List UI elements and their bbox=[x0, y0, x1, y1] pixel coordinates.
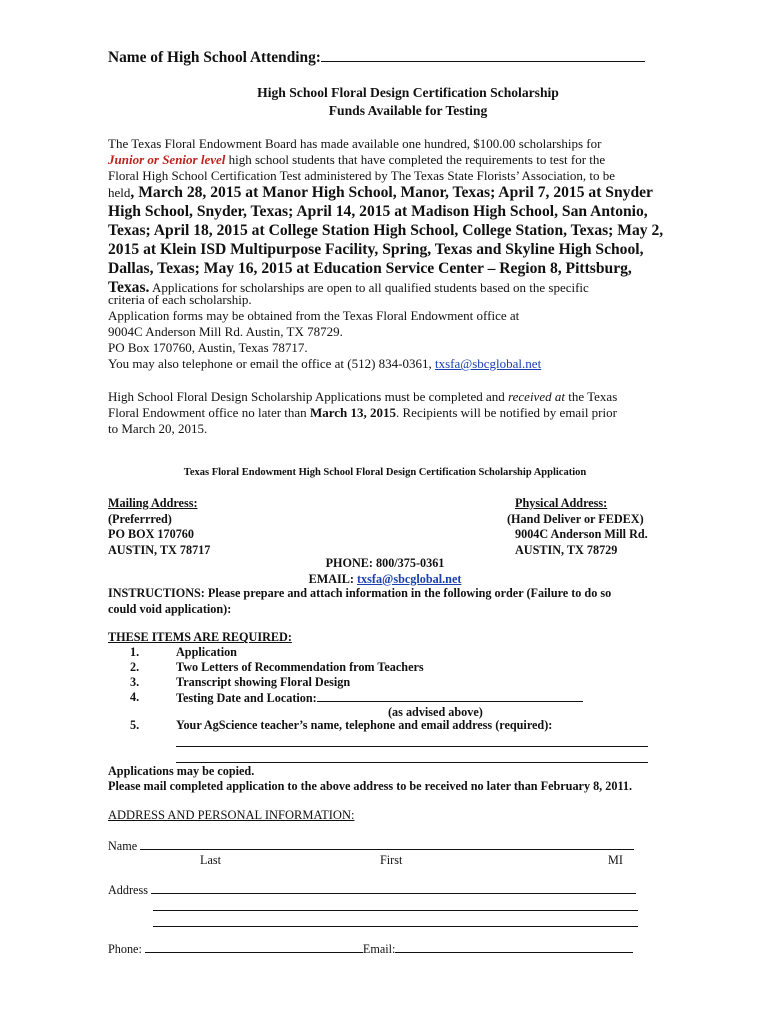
forms-line-2: 9004C Anderson Mill Rd. Austin, TX 78729. bbox=[108, 324, 343, 339]
copies-note: Applications may be copied. bbox=[108, 764, 255, 778]
address-label: Address bbox=[108, 883, 148, 897]
form-email-link[interactable]: txsfa@sbcglobal.net bbox=[356, 571, 462, 586]
item-num-5: 5. bbox=[130, 718, 140, 732]
dates-line-3: Texas; April 18, 2015 at College Station High School, College Station, Texas; May 2, bbox=[108, 222, 664, 239]
mail-note: Please mail completed application to the above address to be received no later than February 8, 2011. bbox=[108, 779, 633, 793]
testing-location-blank[interactable] bbox=[317, 690, 583, 702]
dates-line-2: High School, Snyder, Texas; April 14, 2015 at Madison High School, San Antonio, bbox=[108, 203, 648, 220]
intro-line-3: Floral High School Certification Test administered by The Texas State Florists’ Association, to be bbox=[108, 168, 616, 183]
item-num-3: 3. bbox=[130, 675, 140, 689]
contact-email-link[interactable]: txsfa@sbcglobal.net bbox=[434, 356, 542, 371]
phone-label: Phone: bbox=[108, 942, 142, 956]
first-label: First bbox=[380, 853, 403, 867]
title-line-1: High School Floral Design Certification Scholarship bbox=[257, 85, 559, 100]
physical-address: Physical Address: (Hand Deliver or FEDEX) 9004C Anderson Mill Rd. AUSTIN, TX 78729 bbox=[507, 496, 648, 557]
name-input[interactable] bbox=[140, 838, 634, 850]
email-label: Email: bbox=[362, 942, 396, 956]
testing-dates bbox=[108, 183, 668, 297]
document-title bbox=[108, 84, 708, 119]
item-text-4: Testing Date and Location: bbox=[176, 690, 583, 707]
intro-line-2: Junior or Senior level high school students that have completed the requirements to test for the bbox=[108, 152, 606, 167]
name-label: Name bbox=[108, 839, 138, 853]
mailing-address-heading: Mailing Address: bbox=[108, 496, 198, 510]
eligibility-line: criteria of each scholarship. bbox=[108, 292, 252, 307]
teacher-info-blank-1[interactable] bbox=[176, 735, 648, 747]
item-text-1: Application bbox=[176, 645, 237, 659]
address-input-3[interactable] bbox=[153, 915, 638, 927]
item-num-4: 4. bbox=[130, 690, 140, 704]
contact-block bbox=[108, 556, 662, 587]
dates-line-1: held, March 28, 2015 at Manor High School, Manor, Texas; April 7, 2015 at Snyder bbox=[108, 184, 653, 201]
advised-note: (as advised above) bbox=[388, 705, 483, 719]
deadline-line-3: to March 20, 2015. bbox=[108, 421, 208, 436]
physical-address-heading: Physical Address: bbox=[515, 496, 608, 510]
last-label: Last bbox=[200, 853, 221, 867]
dates-line-6: Texas. Applications for scholarships are open to all qualified students based on the specific bbox=[108, 279, 589, 296]
teacher-info-blank-2[interactable] bbox=[176, 751, 648, 763]
form-phone: PHONE: 800/375-0361 bbox=[325, 556, 445, 570]
mi-label: MI bbox=[608, 853, 623, 867]
form-email-line: EMAIL: txsfa@sbcglobal.net bbox=[308, 571, 462, 586]
dates-line-4: 2015 at Klein ISD Multipurpose Facility, Spring, Texas and Skyline High School, bbox=[108, 241, 644, 258]
item-text-3: Transcript showing Floral Design bbox=[176, 675, 351, 689]
item-num-1: 1. bbox=[130, 645, 140, 659]
item-text-5: Your AgScience teacher’s name, telephone and email address (required): bbox=[176, 718, 553, 732]
personal-info-heading: ADDRESS AND PERSONAL INFORMATION: bbox=[108, 808, 355, 822]
contact-line: You may also telephone or email the office at (512) 834-0361, txsfa@sbcglobal.net bbox=[108, 356, 542, 371]
address-input-2[interactable] bbox=[153, 899, 638, 911]
intro-line-1: The Texas Floral Endowment Board has made available one hundred, $100.00 scholarships for bbox=[108, 136, 602, 151]
instructions: INSTRUCTIONS: Please prepare and attach information in the following order (Failure to do so could void application): bbox=[108, 586, 612, 616]
deadline-paragraph bbox=[108, 389, 668, 437]
school-name-label: Name of High School Attending: bbox=[108, 49, 321, 66]
deadline-line-2: Floral Endowment office no later than March 13, 2015. Recipients will be notified by email prior bbox=[108, 405, 617, 420]
item-text-2: Two Letters of Recommendation from Teachers bbox=[176, 660, 424, 674]
school-name-blank[interactable] bbox=[321, 46, 645, 62]
item-num-2: 2. bbox=[130, 660, 140, 674]
dates-line-5: Dallas, Texas; May 16, 2015 at Education Service Center – Region 8, Pittsburg, bbox=[108, 260, 632, 277]
phone-input[interactable] bbox=[145, 941, 363, 953]
name-line bbox=[108, 838, 634, 855]
required-heading: THESE ITEMS ARE REQUIRED: bbox=[108, 630, 292, 644]
forms-line-1: Application forms may be obtained from the Texas Floral Endowment office at bbox=[108, 308, 520, 323]
phone-email-line bbox=[108, 941, 633, 958]
school-name-line bbox=[108, 46, 645, 67]
intro-paragraph bbox=[108, 136, 668, 184]
mailing-address: Mailing Address: (Preferrred) PO BOX 170760 AUSTIN, TX 78717 bbox=[108, 496, 211, 557]
junior-senior-highlight: Junior or Senior level bbox=[108, 152, 226, 167]
deadline-line-1: High School Floral Design Scholarship Applications must be completed and received at the Texas bbox=[108, 389, 618, 404]
address-line bbox=[108, 882, 636, 899]
form-title: Texas Floral Endowment High School Floral Design Certification Scholarship Application bbox=[183, 467, 587, 478]
forms-line-3: PO Box 170760, Austin, Texas 78717. bbox=[108, 340, 308, 355]
address-input-1[interactable] bbox=[151, 882, 636, 894]
forms-info bbox=[108, 292, 668, 372]
email-input[interactable] bbox=[395, 941, 633, 953]
title-line-2: Funds Available for Testing bbox=[328, 102, 488, 118]
